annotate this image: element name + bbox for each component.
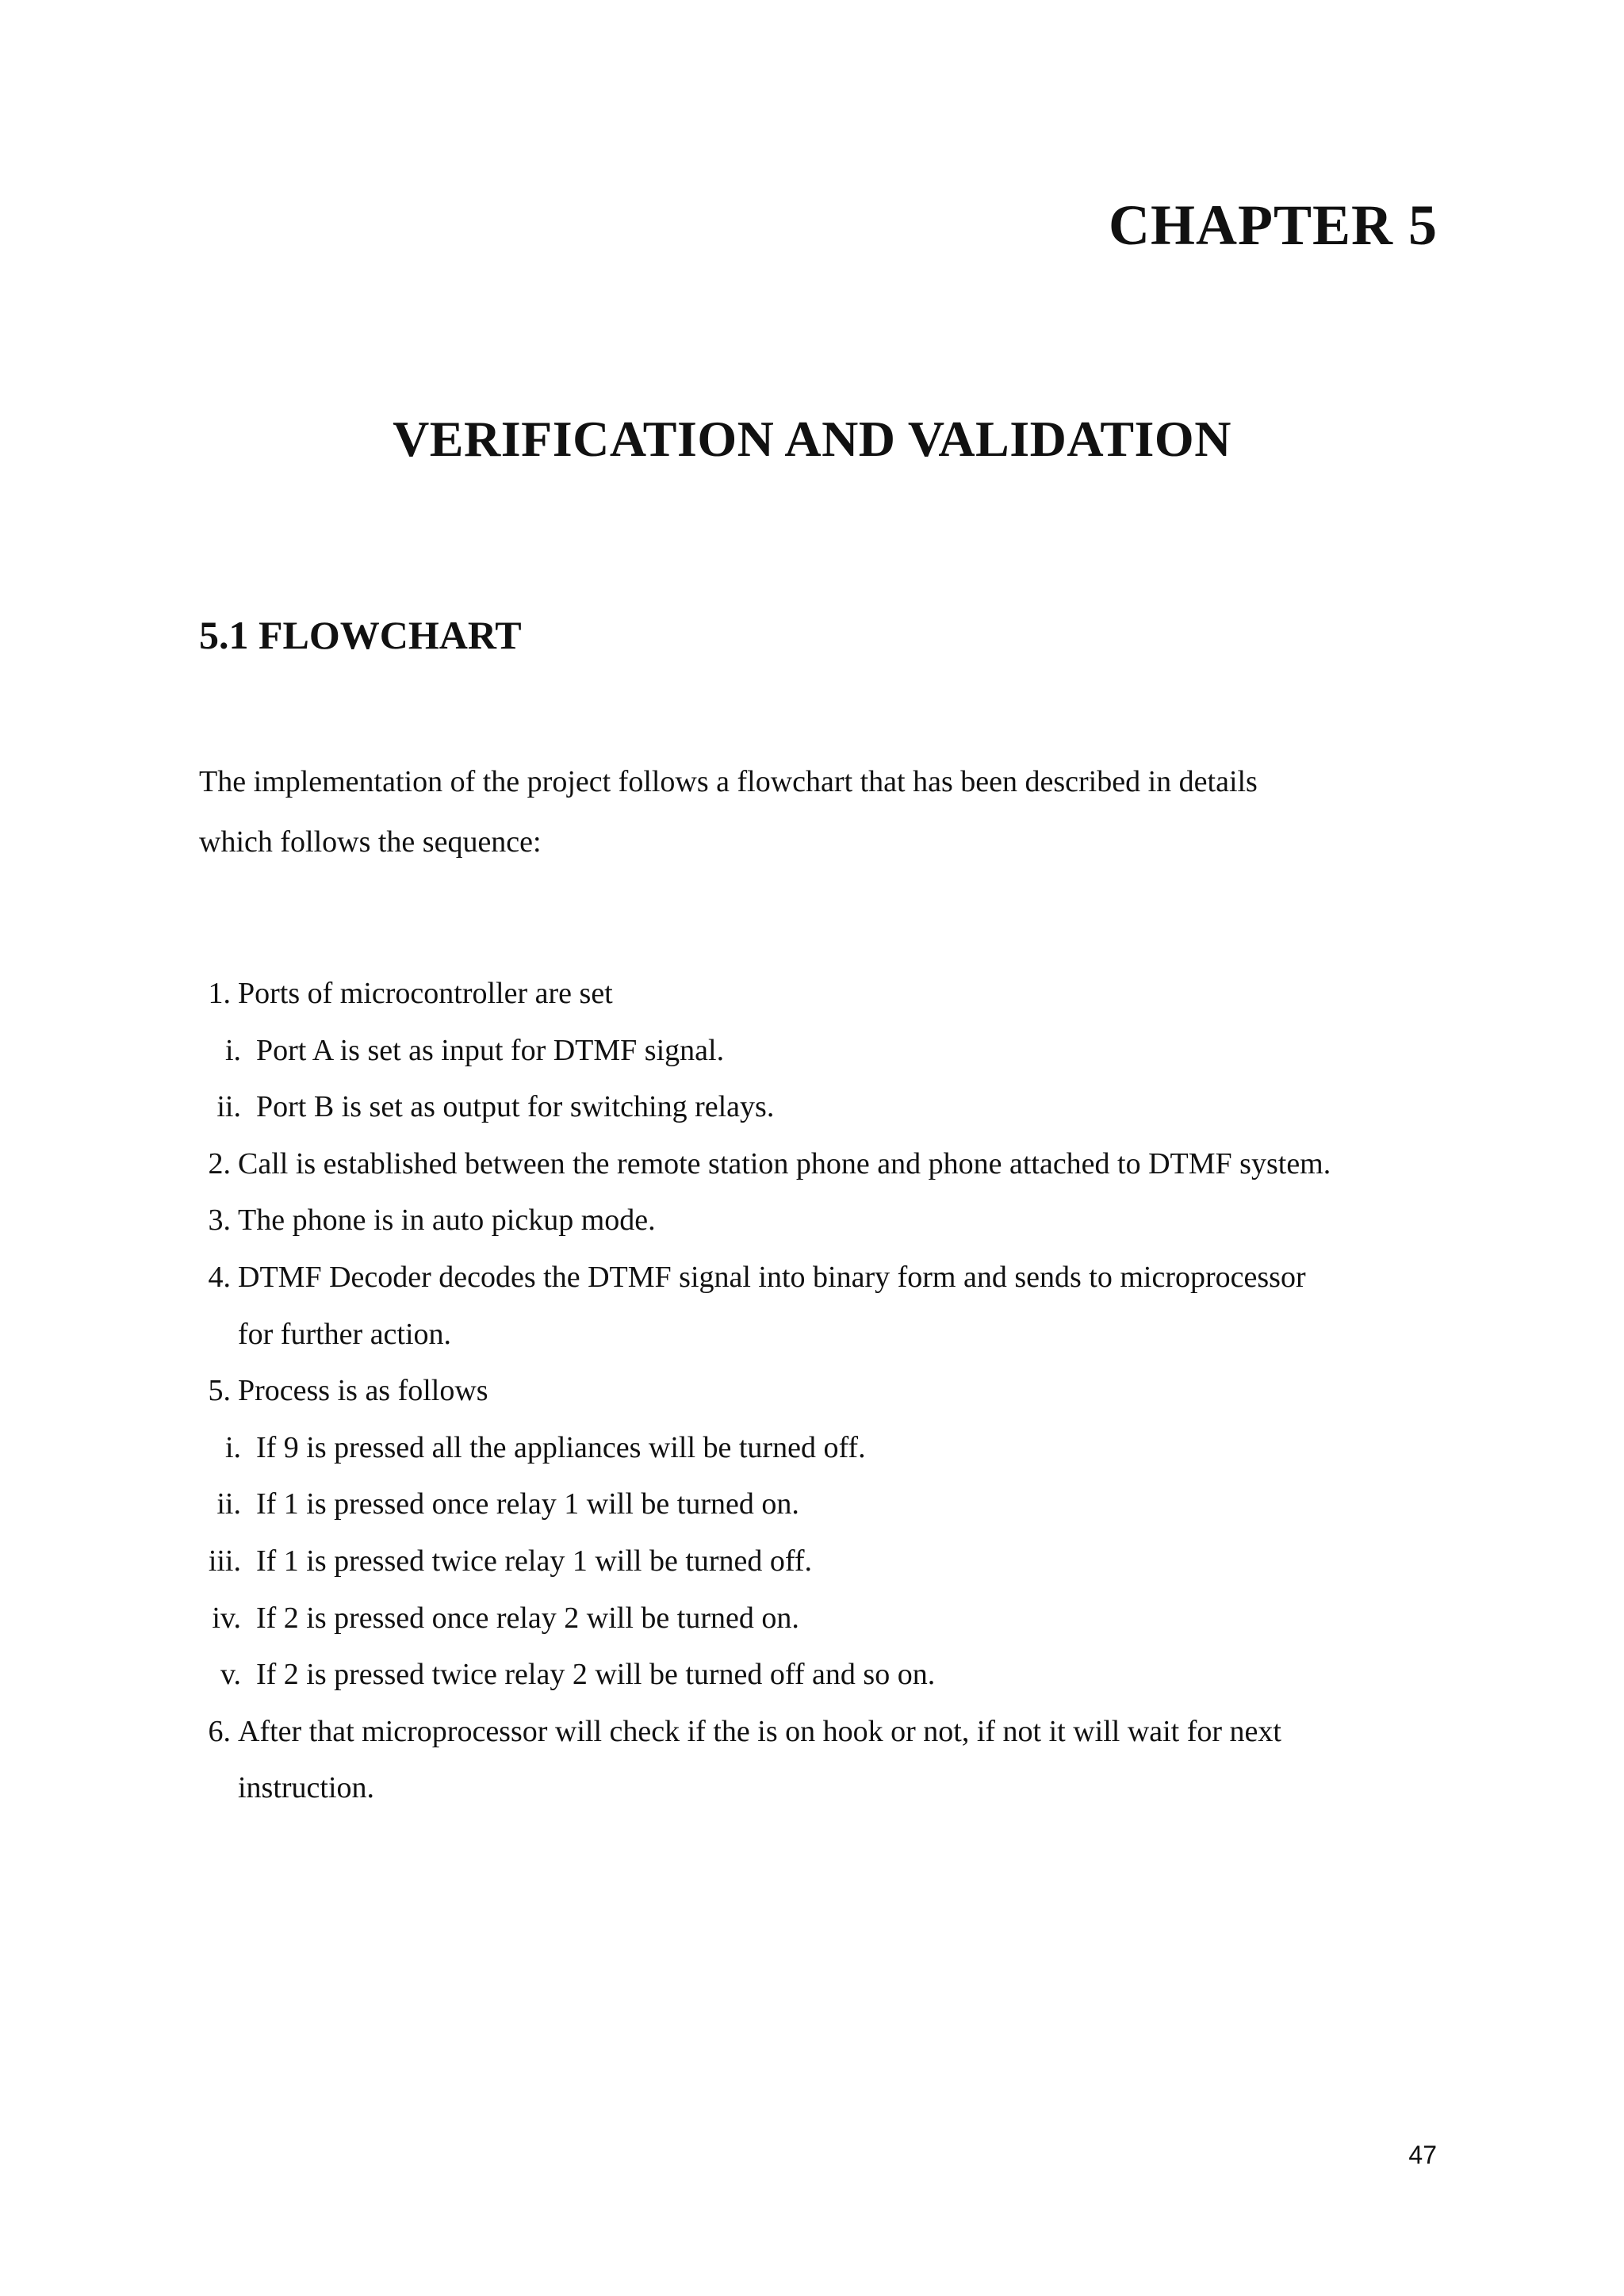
list-marker: i. [224,1033,241,1067]
list-item [0,1533,1624,1590]
list-item [0,1363,1624,1420]
list-item-text: Port B is set as output for switching relays. [256,1090,775,1124]
flowchart-steps-list [0,966,1624,1817]
list-item-text: Process is as follows [238,1374,488,1408]
list-marker: iv. [212,1601,241,1635]
list-item-text: If 9 is pressed all the appliances will be turned off. [256,1430,866,1464]
list-marker: v. [220,1658,241,1692]
list-marker: i. [224,1430,241,1464]
list-item-text: If 2 is pressed once relay 2 will be turned on. [256,1601,799,1635]
list-marker: 5. [208,1374,231,1408]
list-item-text: If 2 is pressed twice relay 2 will be turned off and so on. [256,1658,936,1692]
list-item-continuation [0,1760,1624,1817]
list-item [0,966,1624,1023]
list-item-text: Call is established between the remote station phone and phone attached to DTMF system. [238,1146,1331,1181]
page-number: 47 [1408,2141,1437,2169]
list-item-text: instruction. [238,1771,375,1805]
list-item [0,1647,1624,1704]
intro-line: which follows the sequence: [199,825,542,859]
list-marker: 3. [208,1203,231,1238]
list-marker: 1. [208,977,231,1010]
list-item [0,1192,1624,1249]
list-item [0,1136,1624,1193]
list-item [0,1249,1624,1307]
list-item [0,1079,1624,1136]
list-marker: 2. [208,1146,231,1181]
list-item [0,1590,1624,1647]
list-item [0,1476,1624,1533]
list-marker: ii. [216,1487,241,1521]
list-marker: iii. [208,1544,241,1578]
list-item-text: After that microprocessor will check if the is on hook or not, if not it will wait for next [238,1714,1281,1748]
list-item-text: If 1 is pressed twice relay 1 will be turned off. [256,1544,813,1578]
list-marker: 4. [208,1260,231,1294]
list-item-text: Ports of microcontroller are set [238,977,613,1010]
list-item-text: DTMF Decoder decodes the DTMF signal into binary form and sends to microprocessor [238,1260,1306,1294]
list-item-text: for further action. [238,1317,452,1351]
intro-paragraph [199,752,1436,872]
list-marker: 6. [208,1714,231,1748]
list-item [0,1420,1624,1477]
chapter-label: CHAPTER 5 [1108,193,1438,257]
list-marker: ii. [216,1090,241,1124]
list-item-text: The phone is in auto pickup mode. [238,1203,656,1238]
list-item-text: Port A is set as input for DTMF signal. [256,1033,725,1067]
list-item-text: If 1 is pressed once relay 1 will be turned on. [256,1487,799,1521]
list-item [0,1023,1624,1080]
list-item-continuation [0,1307,1624,1364]
chapter-title: VERIFICATION AND VALIDATION [393,411,1231,467]
section-heading: 5.1 FLOWCHART [199,613,522,657]
list-item [0,1704,1624,1761]
intro-line: The implementation of the project follows a flowchart that has been described in details [199,765,1258,798]
